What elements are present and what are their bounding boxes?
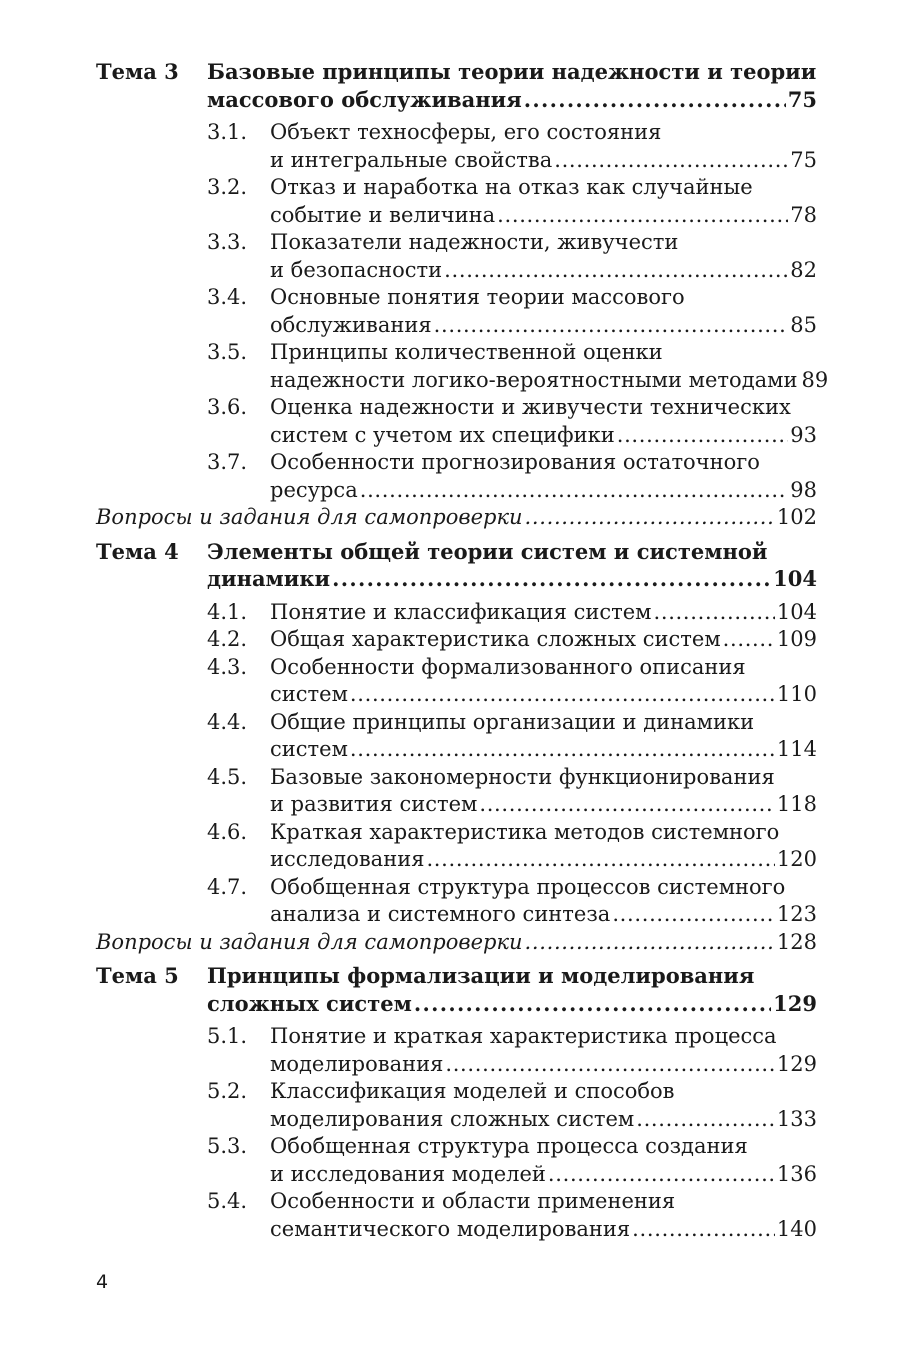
subsection-number: 4.6. (207, 819, 248, 844)
subsection-number: 5.4. (207, 1189, 248, 1213)
dot-leader (617, 422, 789, 450)
subsection-number: 3.3. (207, 230, 248, 254)
toc-subsection[interactable] (96, 1188, 817, 1243)
subsection-title-line: Общие принципы организации и динамики (270, 709, 755, 734)
subsection-title-line: ресурса (270, 477, 358, 502)
subsection-title-line: Особенности формализованного описания (270, 654, 746, 679)
subsection-number: 3.7. (207, 450, 248, 474)
subsection-title (270, 284, 817, 339)
subsection-title (270, 654, 817, 709)
self-check-questions[interactable] (96, 504, 817, 532)
subsection-page-number: 110 (776, 682, 817, 706)
topic-page-number: 75 (787, 86, 817, 112)
topic-label: Тема 3 (96, 59, 179, 84)
toc-subsection[interactable] (96, 764, 817, 819)
toc-subsection[interactable] (96, 654, 817, 709)
subsection-title (270, 709, 817, 764)
subsection-page-number: 104 (776, 599, 817, 624)
subsection-title-line: систем (270, 682, 348, 706)
subsection-title-line: систем (270, 737, 348, 761)
dot-leader (632, 1216, 775, 1244)
subsection-number: 4.7. (207, 874, 248, 899)
subsection-page-number: 109 (776, 627, 817, 651)
subsection-title (270, 874, 817, 929)
subsection-page-number: 140 (776, 1216, 817, 1241)
toc-topic[interactable] (96, 962, 817, 1017)
dot-leader (548, 1161, 775, 1189)
toc-topic[interactable] (96, 58, 817, 113)
subsection-title-line: Базовые закономерности функционирования (270, 764, 775, 789)
dot-leader (524, 86, 786, 114)
subsection-page-number: 85 (790, 312, 817, 337)
topic-title-line: динамики (207, 566, 331, 591)
subsection-title-line: моделирования сложных систем (270, 1106, 635, 1131)
self-check-questions[interactable] (96, 929, 817, 957)
topic-title-line: массового обслуживания (207, 86, 522, 112)
topic-title-line: Принципы формализации и моделирования (207, 963, 755, 988)
dot-leader (360, 477, 789, 505)
subsection-title-line: Оценка надежности и живучести технических (270, 395, 791, 419)
subsection-number: 4.4. (207, 709, 248, 734)
subsection-page-number: 136 (776, 1161, 817, 1186)
subsection-number: 4.5. (207, 764, 248, 789)
subsection-number: 3.2. (207, 175, 248, 199)
page-number: 4 (96, 1271, 109, 1293)
toc-subsection[interactable] (96, 119, 817, 174)
subsection-title-line: и исследования моделей (270, 1161, 546, 1186)
subsection-number: 5.1. (207, 1024, 248, 1048)
topic-title (207, 538, 817, 593)
toc-subsection-list (96, 119, 829, 504)
subsection-page-number: 133 (776, 1106, 817, 1131)
dot-leader (445, 1051, 775, 1079)
dot-leader (636, 1106, 775, 1134)
subsection-number: 5.2. (207, 1079, 248, 1103)
toc-subsection-list (96, 1023, 817, 1243)
toc-subsection[interactable] (96, 599, 817, 627)
subsection-number: 3.4. (207, 285, 248, 309)
subsection-title-line: и безопасности (270, 257, 443, 282)
subsection-title-line: обслуживания (270, 312, 432, 337)
subsection-title (270, 229, 817, 284)
subsection-page-number: 120 (776, 847, 817, 871)
subsection-page-number: 89 (801, 367, 829, 392)
subsection-title-line: Показатели надежности, живучести (270, 230, 679, 254)
toc-subsection[interactable] (96, 1133, 817, 1188)
toc-subsection[interactable] (96, 1078, 817, 1133)
subsection-number: 3.1. (207, 120, 248, 144)
toc-subsection[interactable] (96, 284, 817, 339)
toc-subsection[interactable] (96, 394, 817, 449)
subsection-title (270, 449, 817, 504)
dot-leader (497, 202, 788, 230)
subsection-title-line: Обобщенная структура процессов системного (270, 874, 786, 899)
subsection-page-number: 98 (790, 477, 817, 502)
subsection-title-line: событие и величина (270, 202, 496, 227)
topic-label: Тема 5 (96, 963, 179, 988)
subsection-title-line: семантического моделирования (270, 1216, 631, 1241)
subsection-title-line: Принципы количественной оценки (270, 340, 663, 364)
topic-title (207, 962, 817, 1017)
subsection-title (270, 174, 817, 229)
subsection-title-line: надежности логико-вероятностными методами (270, 367, 798, 392)
subsection-title (270, 1188, 817, 1243)
toc-subsection[interactable] (96, 1023, 817, 1078)
dot-leader (414, 990, 771, 1018)
topic-page-number: 104 (773, 566, 817, 591)
topic-title-line: Элементы общей теории систем и системной (207, 538, 768, 564)
toc-subsection[interactable] (96, 709, 817, 764)
subsection-title (270, 394, 817, 449)
subsection-page-number: 118 (776, 792, 817, 816)
subsection-title (270, 1023, 817, 1078)
subsection-title (270, 819, 817, 874)
toc-subsection[interactable] (96, 449, 817, 504)
subsection-title (270, 599, 817, 627)
subsection-title (270, 1078, 817, 1133)
toc-topic[interactable] (96, 538, 817, 593)
toc-subsection[interactable] (96, 339, 829, 394)
subsection-title (270, 626, 817, 654)
subsection-title-line: исследования (270, 847, 425, 871)
toc-subsection[interactable] (96, 626, 817, 654)
subsection-title-line: Особенности прогнозирования остаточного (270, 450, 760, 474)
topic-title-line: Базовые принципы теории надежности и теории (207, 59, 817, 84)
subsection-page-number: 129 (776, 1051, 817, 1076)
subsection-page-number: 82 (790, 257, 817, 282)
subsection-number: 4.3. (207, 654, 248, 679)
dot-leader (479, 791, 775, 819)
subsection-title-line: Объект техносферы, его состояния (270, 120, 662, 144)
questions-page-number: 102 (776, 505, 817, 529)
dot-leader (723, 626, 775, 654)
subsection-title-line: Краткая характеристика методов системного (270, 819, 780, 844)
topic-title (207, 58, 817, 113)
subsection-title-line: анализа и системного синтеза (270, 902, 611, 926)
dot-leader (350, 681, 775, 709)
subsection-title-line: Общая характеристика сложных систем (270, 627, 721, 651)
toc-subsection[interactable] (96, 229, 817, 284)
subsection-title-line: Понятие и краткая характеристика процесса (270, 1024, 777, 1048)
dot-leader (332, 565, 771, 593)
topic-page-number: 129 (773, 990, 817, 1016)
subsection-title-line: Основные понятия теории массового (270, 285, 685, 309)
topic-label: Тема 4 (96, 538, 179, 564)
subsection-title-line: Обобщенная структура процесса создания (270, 1134, 748, 1158)
subsection-number: 3.6. (207, 395, 248, 419)
toc-subsection[interactable] (96, 874, 817, 929)
subsection-page-number: 93 (790, 422, 817, 447)
subsection-page-number: 123 (776, 902, 817, 926)
dot-leader (426, 846, 774, 874)
dot-leader (434, 312, 789, 340)
subsection-title-line: Классификация моделей и способов (270, 1079, 675, 1103)
toc-subsection[interactable] (96, 819, 817, 874)
subsection-number: 4.1. (207, 599, 248, 624)
subsection-title-line: и развития систем (270, 792, 478, 816)
table-of-contents (96, 58, 829, 1243)
subsection-title-line: систем с учетом их специфики (270, 422, 615, 447)
dot-leader (525, 504, 775, 532)
dot-leader (554, 147, 788, 175)
subsection-title-line: и интегральные свойства (270, 147, 553, 172)
questions-page-number: 128 (776, 929, 817, 954)
dot-leader (654, 599, 775, 627)
subsection-title-line: Понятие и классификация систем (270, 599, 652, 624)
dot-leader (612, 901, 775, 929)
subsection-title-line: Отказ и наработка на отказ как случайные (270, 175, 753, 199)
toc-subsection[interactable] (96, 174, 817, 229)
toc-subsection-list (96, 599, 817, 929)
questions-label: Вопросы и задания для самопроверки (96, 505, 523, 529)
subsection-title (270, 339, 829, 394)
subsection-title-line: моделирования (270, 1051, 444, 1076)
subsection-number: 4.2. (207, 627, 248, 651)
dot-leader (444, 257, 788, 285)
topic-title-line: сложных систем (207, 990, 412, 1016)
questions-label: Вопросы и задания для самопроверки (96, 929, 523, 954)
subsection-page-number: 78 (790, 202, 817, 227)
subsection-title (270, 1133, 817, 1188)
dot-leader (350, 736, 775, 764)
subsection-title (270, 119, 817, 174)
dot-leader (525, 929, 775, 957)
subsection-title (270, 764, 817, 819)
subsection-number: 5.3. (207, 1134, 248, 1158)
subsection-page-number: 114 (776, 737, 817, 761)
subsection-title-line: Особенности и области применения (270, 1189, 676, 1213)
subsection-page-number: 75 (790, 147, 817, 172)
subsection-number: 3.5. (207, 340, 248, 364)
